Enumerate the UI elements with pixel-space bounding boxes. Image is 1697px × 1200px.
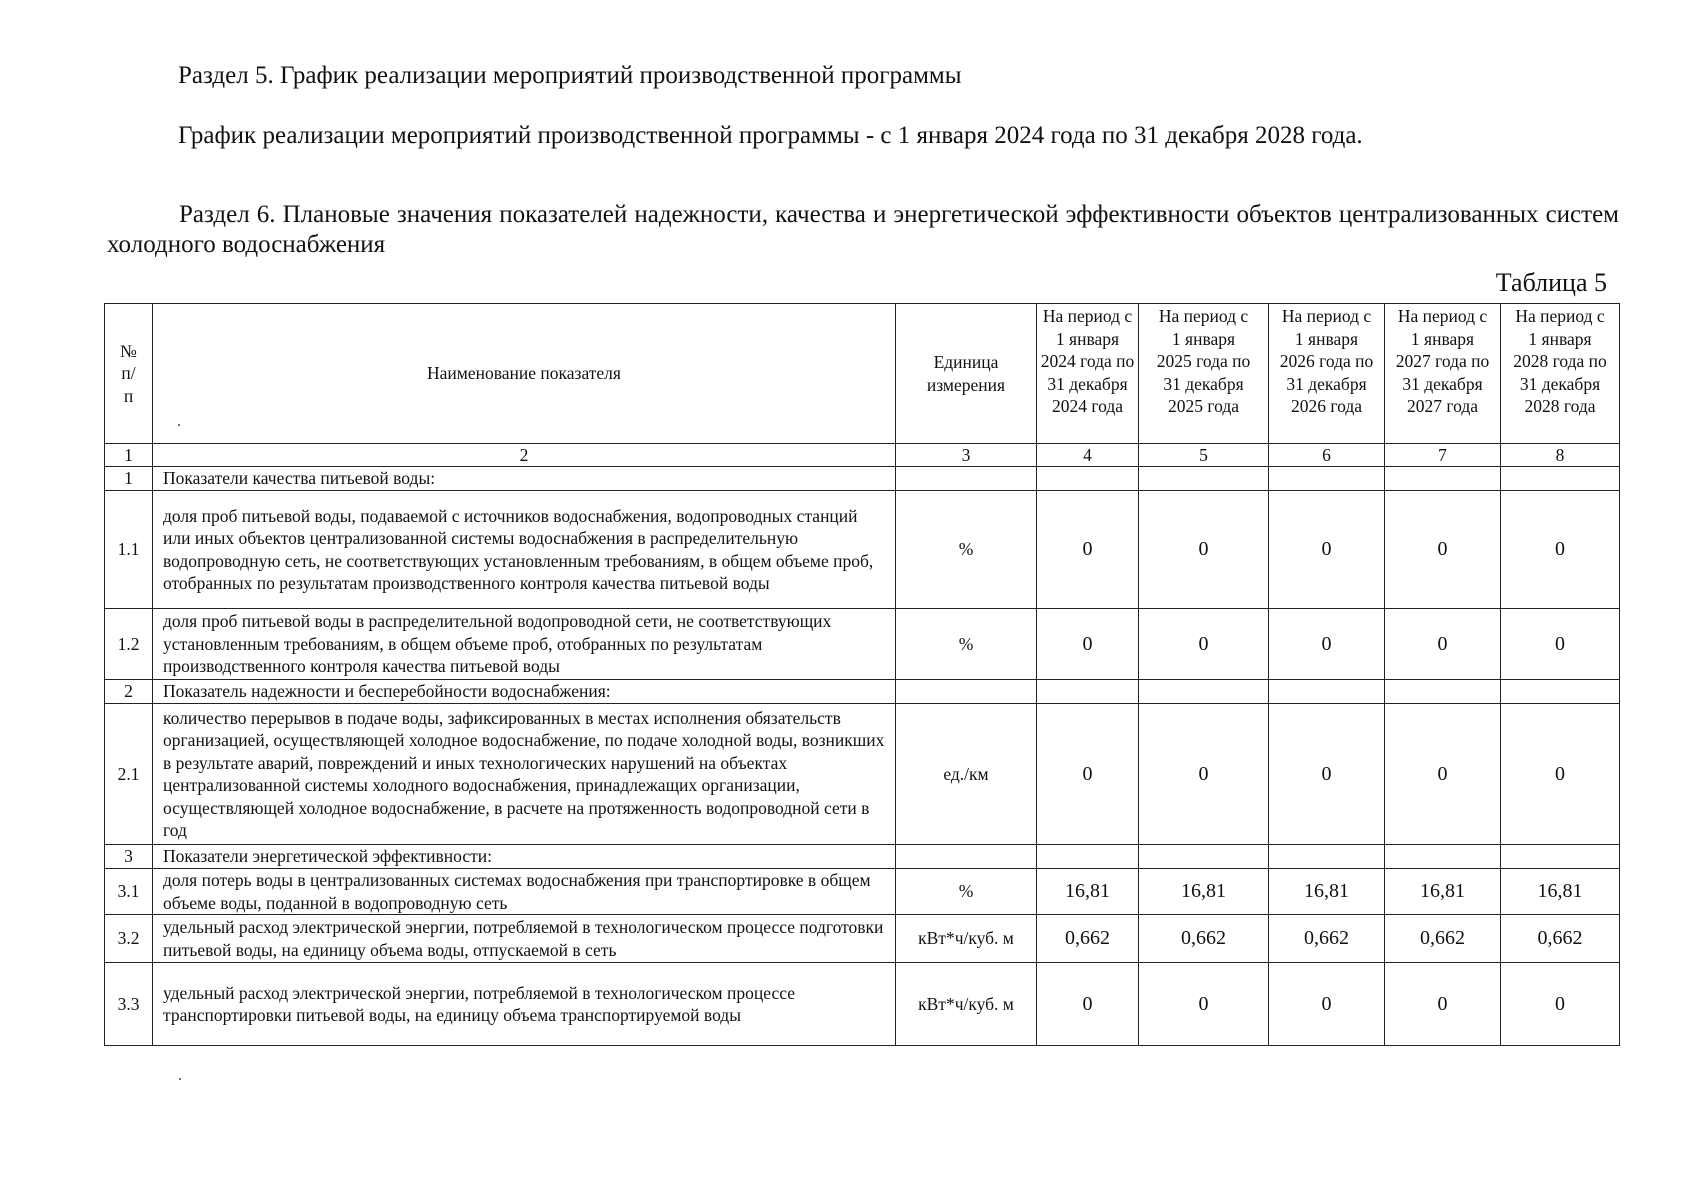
value-cell: 16,81 <box>1269 869 1385 915</box>
row-num: 2.1 <box>105 704 153 845</box>
value-cell: 0 <box>1501 704 1620 845</box>
header-period-2025: На период с 1 января 2025 года по 31 декабря 2025 года <box>1139 304 1269 444</box>
header-period-2028: На период с 1 января 2028 года по 31 декабря 2028 года <box>1501 304 1620 444</box>
header-name: Наименование показателя <box>153 304 896 444</box>
header-period-2024: На период с 1 января 2024 года по 31 декабря 2024 года <box>1037 304 1139 444</box>
row-name: доля проб питьевой воды, подаваемой с источников водоснабжения, водопроводных станций или иных объектов централизованной системы водоснабжения в распределительную водопроводную сеть, не соответствующих установленным требованиям, в общем объеме проб, отобранных по результатам производственного контроля качества питьевой воды <box>153 491 896 609</box>
value-cell: 0 <box>1385 704 1501 845</box>
value-cell: 0 <box>1385 491 1501 609</box>
col-number: 8 <box>1501 444 1620 467</box>
row-unit: % <box>896 609 1037 680</box>
header-unit: Единица измерения <box>896 304 1037 444</box>
group-row <box>105 680 1620 704</box>
group-title: Показатель надежности и бесперебойности водоснабжения: <box>153 680 896 704</box>
value-cell: 0 <box>1269 609 1385 680</box>
column-number-row <box>105 444 1620 467</box>
value-cell: 0 <box>1139 609 1269 680</box>
row-num: 1.1 <box>105 491 153 609</box>
value-cell: 0 <box>1139 491 1269 609</box>
value-cell: 16,81 <box>1501 869 1620 915</box>
value-cell: 16,81 <box>1139 869 1269 915</box>
value-cell: 16,81 <box>1385 869 1501 915</box>
section5-heading: Раздел 5. График реализации мероприятий производственной программы <box>178 62 962 89</box>
row-name: удельный расход электрической энергии, потребляемой в технологическом процессе транспортировки питьевой воды, на единицу объема транспортируемой воды <box>153 963 896 1046</box>
group-row <box>105 467 1620 491</box>
scan-speck <box>179 1078 181 1080</box>
row-unit: % <box>896 869 1037 915</box>
group-num: 2 <box>105 680 153 704</box>
schedule-text: График реализации мероприятий производственной программы - с 1 января 2024 года по 31 декабря 2028 года. <box>178 122 1363 149</box>
header-period-2026: На период с 1 января 2026 года по 31 декабря 2026 года <box>1269 304 1385 444</box>
col-number: 4 <box>1037 444 1139 467</box>
row-name: доля потерь воды в централизованных системах водоснабжения при транспортировке в общем объеме воды, поданной в водопроводную сеть <box>153 869 896 915</box>
col-number: 1 <box>105 444 153 467</box>
value-cell: 16,81 <box>1037 869 1139 915</box>
row-num: 1.2 <box>105 609 153 680</box>
header-period-2027: На период с 1 января 2027 года по 31 декабря 2027 года <box>1385 304 1501 444</box>
col-number: 5 <box>1139 444 1269 467</box>
row-name: количество перерывов в подаче воды, зафиксированных в местах исполнения обязательств организацией, осуществляющей холодное водоснабжение, по подаче холодной воды, возникших в результате аварий, повреждений и иных технологических нарушений на объектах централизованной системы холодного водоснабжения, принадлежащих организации, осуществляющей холодное водоснабжение, в расчете на протяженность водопроводной сети в год <box>153 704 896 845</box>
scan-speck <box>178 424 180 426</box>
table-header-row <box>105 304 1620 444</box>
value-cell: 0 <box>1501 609 1620 680</box>
value-cell: 0 <box>1501 491 1620 609</box>
group-num: 3 <box>105 845 153 869</box>
row-num: 3.3 <box>105 963 153 1046</box>
value-cell: 0,662 <box>1269 915 1385 963</box>
value-cell: 0 <box>1139 704 1269 845</box>
value-cell: 0,662 <box>1501 915 1620 963</box>
col-number: 2 <box>153 444 896 467</box>
table-row <box>105 704 1620 845</box>
value-cell: 0 <box>1385 609 1501 680</box>
row-name: доля проб питьевой воды в распределительной водопроводной сети, не соответствующих установленным требованиям, в общем объеме проб, отобранных по результатам производственного контроля качества питьевой воды <box>153 609 896 680</box>
table-label: Таблица 5 <box>1495 268 1607 297</box>
table-row <box>105 869 1620 915</box>
value-cell: 0 <box>1501 963 1620 1046</box>
value-cell: 0 <box>1269 704 1385 845</box>
value-cell: 0 <box>1269 963 1385 1046</box>
row-num: 3.2 <box>105 915 153 963</box>
value-cell: 0 <box>1037 963 1139 1046</box>
table-row <box>105 915 1620 963</box>
col-number: 7 <box>1385 444 1501 467</box>
row-unit: кВт*ч/куб. м <box>896 915 1037 963</box>
row-name: удельный расход электрической энергии, потребляемой в технологическом процессе подготовки питьевой воды, на единицу объема воды, отпускаемой в сеть <box>153 915 896 963</box>
row-unit: кВт*ч/куб. м <box>896 963 1037 1046</box>
group-title: Показатели качества питьевой воды: <box>153 467 896 491</box>
value-cell: 0 <box>1269 491 1385 609</box>
table-row <box>105 609 1620 680</box>
value-cell: 0,662 <box>1139 915 1269 963</box>
group-num: 1 <box>105 467 153 491</box>
col-number: 6 <box>1269 444 1385 467</box>
group-title: Показатели энергетической эффективности: <box>153 845 896 869</box>
row-unit: ед./км <box>896 704 1037 845</box>
table-row <box>105 491 1620 609</box>
value-cell: 0 <box>1139 963 1269 1046</box>
section6-heading: Раздел 6. Плановые значения показателей надежности, качества и энергетической эффективности объектов централизованных систем холодного водоснабжения <box>107 201 1619 258</box>
indicators-table <box>104 303 1620 1046</box>
header-num: № п/ п <box>105 304 153 444</box>
value-cell: 0 <box>1385 963 1501 1046</box>
row-num: 3.1 <box>105 869 153 915</box>
value-cell: 0 <box>1037 704 1139 845</box>
value-cell: 0 <box>1037 609 1139 680</box>
table-row <box>105 963 1620 1046</box>
value-cell: 0 <box>1037 491 1139 609</box>
value-cell: 0,662 <box>1385 915 1501 963</box>
value-cell: 0,662 <box>1037 915 1139 963</box>
row-unit: % <box>896 491 1037 609</box>
col-number: 3 <box>896 444 1037 467</box>
group-row <box>105 845 1620 869</box>
